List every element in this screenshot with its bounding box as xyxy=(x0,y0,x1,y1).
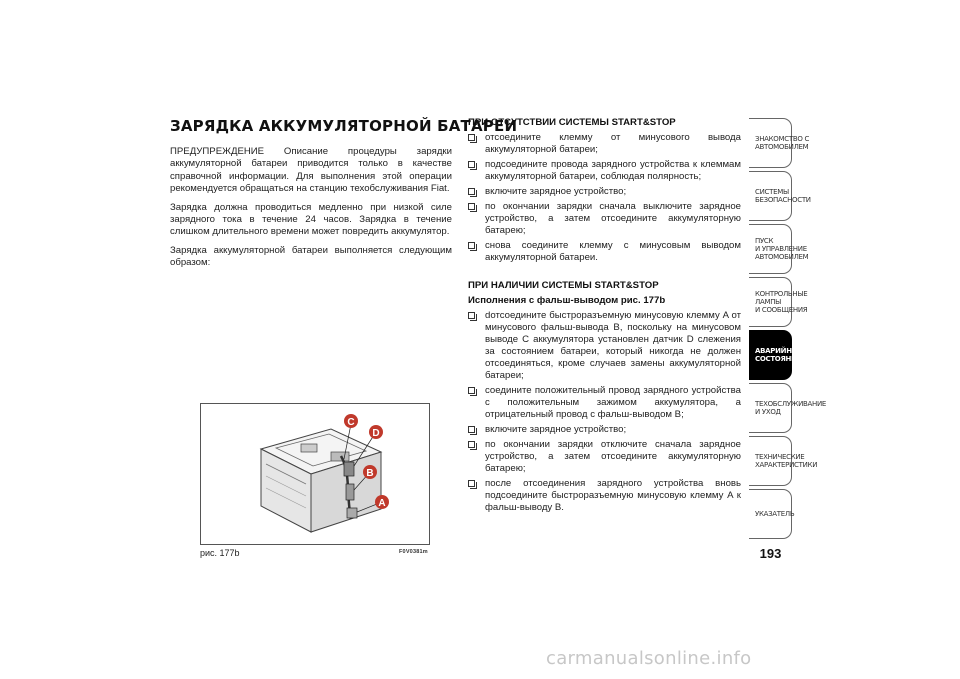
procedure-intro-paragraph: Зарядка аккумуляторной батареи выполняется следующим образом: xyxy=(170,244,452,269)
tab-warning-lights[interactable]: КОНТРОЛЬНЫЕ ЛАМПЫ И СООБЩЕНИЯ xyxy=(749,277,792,327)
figure-code: F0V0381m xyxy=(399,549,428,555)
tab-vehicle-intro[interactable]: ЗНАКОМСТВО С АВТОМОБИЛЕМ xyxy=(749,118,792,168)
list-item: включите зарядное устройство; xyxy=(468,424,741,436)
list-item: отсоедините клемму от минусового вывода аккумуляторной батареи; xyxy=(468,132,741,156)
checkbox-bullet-icon xyxy=(468,242,475,249)
list-item: dотсоедините быстроразъемную минусовую клемму A от минусового фальш-вывода B, поскольку на минусовом выводе C аккумулятора установлен датчик D слежения за состоянием батареи, который никогда не должен отсоединяться, кроме случаев замены аккумуляторной батареи; xyxy=(468,310,741,382)
label-d: D xyxy=(372,428,380,439)
tab-emergency[interactable]: АВАРИЙНОЕ СОСТОЯНИЕ xyxy=(749,330,792,380)
checkbox-bullet-icon xyxy=(468,441,475,448)
tab-index[interactable]: УКАЗАТЕЛЬ xyxy=(749,489,792,539)
checkbox-bullet-icon xyxy=(468,188,475,195)
tab-technical-specs[interactable]: ТЕХНИЧЕСКИЕ ХАРАКТЕРИСТИКИ xyxy=(749,436,792,486)
tab-maintenance[interactable]: ТЕХОБСЛУЖИВАНИЕ И УХОД xyxy=(749,383,792,433)
list-item: по окончании зарядки сначала выключите зарядное устройство, а затем отсоедините аккумуляторную батарею; xyxy=(468,201,741,237)
checkbox-bullet-icon xyxy=(468,134,475,141)
page-title: ЗАРЯДКА АККУМУЛЯТОРНОЙ БАТАРЕИ xyxy=(170,117,518,135)
checkbox-bullet-icon xyxy=(468,312,475,319)
left-column xyxy=(170,117,518,276)
checkbox-bullet-icon xyxy=(468,480,475,487)
section-startstop-list xyxy=(468,310,741,514)
list-item: включите зарядное устройство; xyxy=(468,186,741,198)
checkbox-bullet-icon xyxy=(468,387,475,394)
label-a: A xyxy=(378,498,386,509)
section-no-startstop-list xyxy=(468,132,741,264)
watermark: carmanualsonline.info xyxy=(546,648,752,669)
list-item: по окончании зарядки отключите сначала зарядное устройство, а затем отсоедините аккумуляторную батарею; xyxy=(468,439,741,475)
list-item: снова соедините клемму с минусовым выводом аккумуляторной батареи. xyxy=(468,240,741,264)
warning-paragraph: ПРЕДУПРЕЖДЕНИЕ Описание процедуры зарядки аккумуляторной батареи приводится только в качестве справочной информации. Для выполнения этой операции рекомендуется обращаться на станцию техобслуживания Fiat. xyxy=(170,146,452,195)
list-item: после отсоединения зарядного устройства вновь подсоедините быстроразъемную минусовую клемму A к фальш-выводу B. xyxy=(468,478,741,514)
battery-figure xyxy=(200,403,430,545)
section-startstop-title: ПРИ НАЛИЧИИ СИСТЕМЫ START&STOP xyxy=(468,280,659,291)
tab-safety-systems[interactable]: СИСТЕМЫ БЕЗОПАСНОСТИ xyxy=(749,171,792,221)
page-number: 193 xyxy=(759,546,782,561)
right-column xyxy=(468,117,741,518)
list-item: подсоедините провода зарядного устройства к клеммам аккумуляторной батареи, соблюдая полярность; xyxy=(468,159,741,183)
battery-illustration xyxy=(201,404,429,544)
section-startstop-subtitle: Исполнения с фальш-выводом рис. 177b xyxy=(468,295,666,306)
checkbox-bullet-icon xyxy=(468,426,475,433)
tab-starting-driving[interactable]: ПУСК И УПРАВЛЕНИЕ АВТОМОБИЛЕМ xyxy=(749,224,792,274)
checkbox-bullet-icon xyxy=(468,203,475,210)
figure-caption: рис. 177b xyxy=(200,548,240,558)
list-item: соедините положительный провод зарядного устройства с положительным зажимом аккумулятора, а отрицательный провод с фальш-выводом B; xyxy=(468,385,741,421)
label-b: B xyxy=(366,468,374,479)
charging-info-paragraph: Зарядка должна проводиться медленно при низкой силе зарядного тока в течение 24 часов. Зарядка в течение слишком длительного времени может повредить аккумулятор. xyxy=(170,201,452,238)
label-c: C xyxy=(347,417,355,428)
section-no-startstop-title: ПРИ ОТСУТСТВИИ СИСТЕМЫ START&STOP xyxy=(468,117,676,128)
checkbox-bullet-icon xyxy=(468,161,475,168)
